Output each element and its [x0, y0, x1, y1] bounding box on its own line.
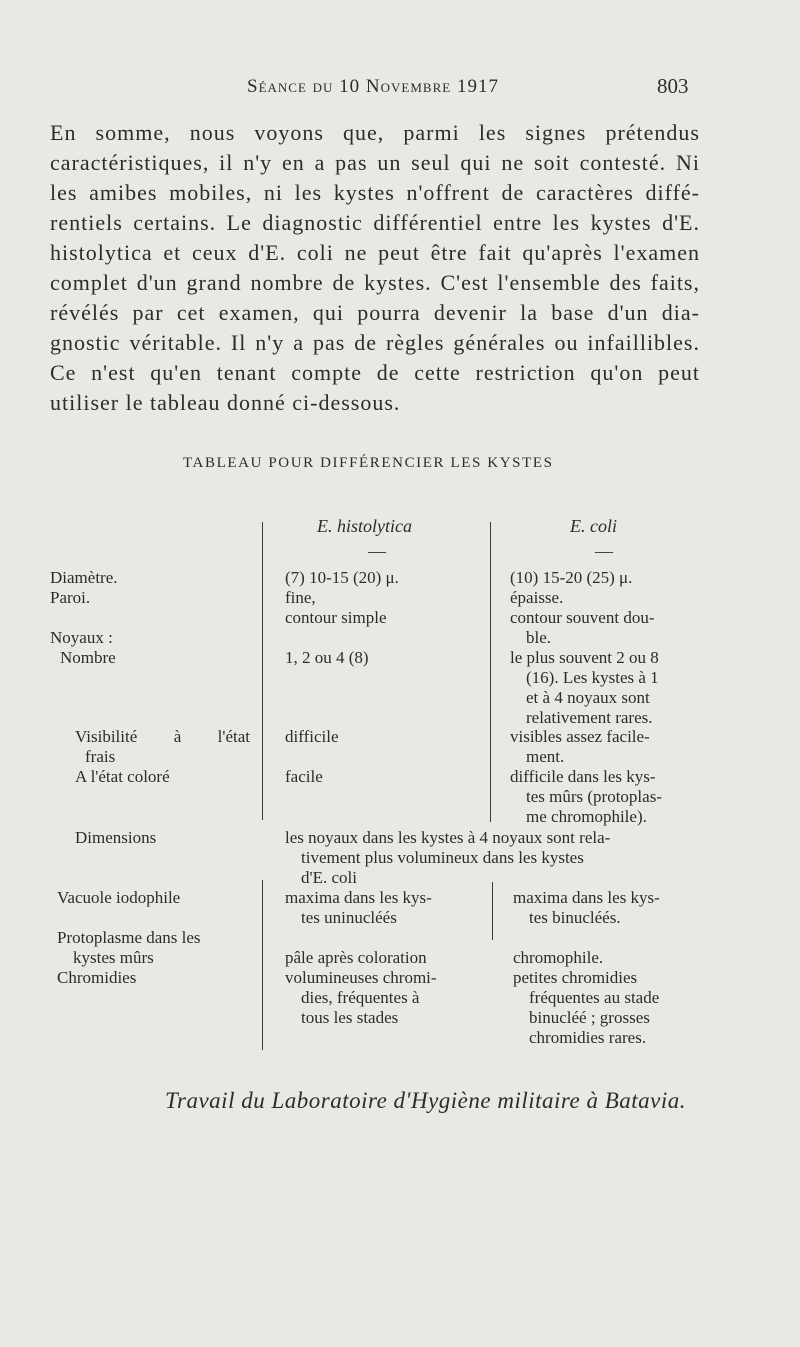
row-label-nombre: Nombre — [60, 648, 116, 667]
row-label-line: Visibilité à l'état — [75, 727, 250, 746]
cell-line: maxima dans les kys- — [285, 888, 432, 907]
paragraph-line: En somme, nous voyons que, parmi les signes prétendus — [50, 120, 700, 145]
cell-line: maxima dans les kys- — [513, 888, 660, 907]
page-header — [0, 70, 800, 100]
row-label-line: Protoplasme dans les — [57, 928, 201, 947]
cell-line: me chromophile). — [526, 807, 647, 826]
cell-line: d'E. coli — [301, 868, 357, 887]
cell-line: dies, fréquentes à — [301, 988, 420, 1007]
coli-visibilite — [510, 727, 650, 767]
cell-line: tes uninucléés — [301, 908, 397, 927]
cell-line: épaisse. — [510, 588, 564, 607]
cell-line: binucléé ; grosses — [529, 1008, 650, 1027]
row-label-diametre: Diamètre. — [50, 568, 118, 587]
footer-credit: Travail du Laboratoire d'Hygiène militaire à Batavia. — [165, 1088, 686, 1113]
coli-nombre — [510, 648, 659, 728]
histolytica-paroi — [285, 588, 387, 628]
cell-line: volumineuses chromi- — [285, 968, 437, 987]
histolytica-colore: facile — [285, 767, 323, 786]
row-label-dimensions: Dimensions — [75, 828, 157, 847]
header-dash-coli: — — [595, 541, 613, 561]
paragraph-line: histolytica et ceux d'E. coli ne peut être fait qu'après l'examen — [50, 240, 700, 265]
cell-line: tous les stades — [301, 1008, 399, 1027]
row-label-noyaux: Noyaux : — [50, 628, 113, 647]
paragraph-line: caractéristiques, il n'y en a pas un seul qui ne soit contesté. Ni — [50, 150, 700, 175]
histolytica-nombre: 1, 2 ou 4 (8) — [285, 648, 369, 667]
coli-colore — [510, 767, 662, 827]
cell-line: contour simple — [285, 608, 387, 627]
column-rule-left-lower — [262, 880, 263, 1050]
paragraph-line: rentiels certains. Le diagnostic différentiel entre les kystes d'E. — [50, 210, 700, 235]
histolytica-diametre: (7) 10-15 (20) μ. — [285, 568, 399, 587]
cell-line: fine, — [285, 588, 316, 607]
page-number: 803 — [657, 74, 689, 98]
cell-line: tes mûrs (protoplas- — [526, 787, 662, 806]
paragraph-line: les amibes mobiles, ni les kystes n'offrent de caractères diffé- — [50, 180, 700, 205]
cell-line: et à 4 noyaux sont — [526, 688, 650, 707]
paragraph-line: Ce n'est qu'en tenant compte de cette restriction qu'on peut — [50, 360, 700, 385]
column-rule-right — [490, 522, 491, 822]
cell-line: ble. — [526, 628, 552, 647]
column-header-coli: E. coli — [570, 516, 617, 536]
coli-chromidies — [513, 968, 659, 1048]
row-label-chromidies: Chromidies — [57, 968, 137, 987]
row-label-visibilite — [75, 727, 250, 767]
cell-line: visibles assez facile- — [510, 727, 650, 746]
paragraph-line: complet d'un grand nombre de kystes. C'est l'ensemble des faits, — [50, 270, 700, 295]
row-label-paroi: Paroi. — [50, 588, 91, 607]
histolytica-visibilite: difficile — [285, 727, 339, 746]
cell-line: tes binucléés. — [529, 908, 621, 927]
column-header-histolytica: E. histolytica — [317, 516, 412, 536]
cell-line: fréquentes au stade — [529, 988, 660, 1007]
coli-diametre: (10) 15-20 (25) μ. — [510, 568, 633, 587]
histolytica-protoplasme: pâle après coloration — [285, 948, 427, 967]
cell-line: relativement rares. — [526, 708, 653, 727]
histolytica-chromidies — [285, 968, 437, 1028]
row-label-vacuole: Vacuole iodophile — [57, 888, 181, 907]
column-rule-right-lower — [492, 882, 493, 940]
column-rule-left — [262, 522, 263, 820]
paragraph-line: révélés par cet examen, qui pourra devenir la base d'un dia- — [50, 300, 700, 325]
running-head: Séance du 10 Novembre 1917 — [247, 76, 499, 97]
cell-line: contour souvent dou- — [510, 608, 655, 627]
header-dash-histolytica: — — [368, 541, 386, 561]
histolytica-vacuole — [285, 888, 432, 928]
row-label-line: frais — [85, 747, 116, 766]
paragraph-line: gnostic véritable. Il n'y a pas de règles générales ou infaillibles. — [50, 330, 700, 355]
cell-line: ment. — [526, 747, 565, 766]
cell-line: le plus souvent 2 ou 8 — [510, 648, 659, 667]
row-label-protoplasme — [57, 928, 201, 968]
cell-line: les noyaux dans les kystes à 4 noyaux sont rela- — [285, 828, 611, 847]
cell-line: difficile dans les kys- — [510, 767, 656, 786]
row-label-colore: A l'état coloré — [75, 767, 170, 786]
table-title: TABLEAU POUR DIFFÉRENCIER LES KYSTES — [183, 455, 554, 471]
coli-vacuole — [513, 888, 660, 928]
cell-line: tivement plus volumineux dans les kystes — [301, 848, 584, 867]
coli-paroi — [510, 588, 654, 648]
cell-line: (16). Les kystes à 1 — [526, 668, 659, 687]
cell-line: chromidies rares. — [529, 1028, 647, 1047]
cell-line: petites chromidies — [513, 968, 638, 987]
body-paragraph — [50, 118, 700, 418]
row-label-line: kystes mûrs — [73, 948, 154, 967]
paragraph-line: utiliser le tableau donné ci-dessous. — [50, 390, 401, 415]
coli-protoplasme: chromophile. — [513, 948, 604, 967]
dimensions-spanning-cell — [285, 828, 610, 888]
